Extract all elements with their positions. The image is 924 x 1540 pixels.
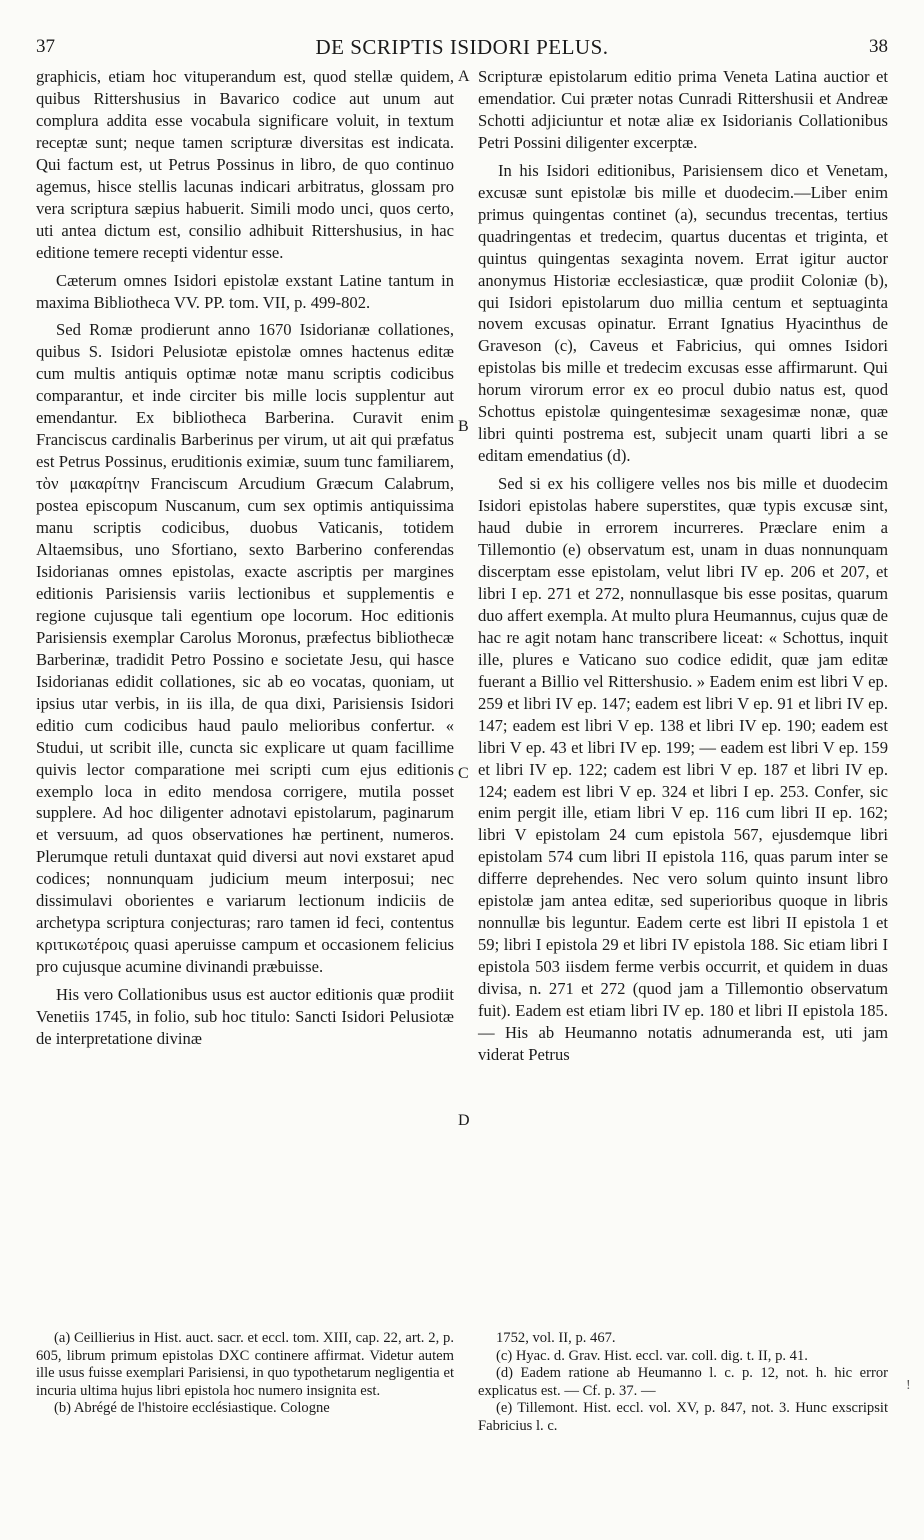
footnote-a: (a) Ceillierius in Hist. auct. sacr. et eccl. tom. XIII, cap. 22, art. 2, p. 605, librum primum epistolas DXC continere affirmat. Videtur autem ille usus fuisse exemplari Parisiensi, in quo typothetarum negligentia et incuria ultima hujus libri epistola hoc numero insignita est.: [36, 1330, 454, 1399]
footnote-e: (e) Tillemont. Hist. eccl. vol. XV, p. 847, not. 3. Hunc exscripsit Fabricius l. c.: [478, 1400, 888, 1434]
section-marker-c: C: [458, 765, 469, 782]
footnote-b: (b) Abrégé de l'histoire ecclésiastique. Cologne: [54, 1400, 330, 1416]
footnotes-left: [36, 1330, 454, 1418]
paragraph: Cæterum omnes Isidori epistolæ exstant Latine tantum in maxima Bibliotheca VV. PP. tom. VII, p. 499-802.: [36, 270, 454, 312]
section-marker-a: A: [458, 68, 470, 85]
paragraph: In his Isidori editionibus, Parisiensem dico et Venetam, excusæ sunt epistolæ bis mille et duodecim.—Liber enim primus quingentas continet (a), secundus trecentas, tertius quadringentas et tredecim, quartus ducentas et triginta, et quintus quingentas sexaginta novem. Errat igitur auctor anonymus Historiæ ecclesiasticæ, quæ prodiit Coloniæ (b), qui Isidori epistolarum duo millia centum et septuaginta novem excusas opinatur. Errant Ignatius Hyacinthus de Graveson (c), Caveus et Fabricius, qui omnes Isidori epistolas bis mille et tredecim excusas esse affirmarunt. Qui horum virorum error ex eo procul dubio natus est, quod Schottus epistolæ quingentesimæ sexagesimæ nonæ, quæ libri quinti postrema est, subjecit unam quarti libri a se editam emendatius (d).: [478, 160, 888, 466]
right-column: [478, 66, 888, 1072]
footnote-d: (d) Eadem ratione ab Heumanno l. c. p. 12, not. h. hic error explicatus est. — Cf. p. 37. —: [478, 1365, 888, 1399]
paragraph: Sed si ex his colligere velles nos bis mille et duodecim Isidori epistolas habere superstites, quæ typis excusæ sint, haud dubie in errorem incurreres. Præclare enim a Tillemontio (e) observatum est, unam in duas nonnunquam discerptam esse epistolam, velut libri IV ep. 206 et 207, et libri I ep. 271 et 272, nonnullasque bis esse positas, quarum duo affert exempla. At multo plura Heumannus, cujus quæ de hac re agit notam hanc transcribere liceat: « Schottus, inquit ille, plures e Vaticano suo codice edidit, quæ jam editæ fuerant a Billio vel Rittershusio. » Eadem enim est libri V ep. 259 et libri IV ep. 147; eadem est libri V ep. 91 et libri IV ep. 147; eadem est libri V ep. 138 et libri IV ep. 190; eadem est libri V ep. 43 et libri IV ep. 199; — eadem est libri V ep. 159 et libri IV ep. 122; cadem est libri V ep. 187 et libri IV ep. 124; eadem est libri V ep. 324 et libri I ep. 253. Confer, sic enim pergit ille, etiam libri V ep. 116 cum libri II ep. 162; libri V epistolam 24 cum epistola 567, ejusdemque libri epistolam 574 cum libri II epistola 116, quas parum inter se differre deprehendes. Nec vero solum quinto insunt libro epistolæ jam antea editæ, sed superioribus quoque in libris nonnullæ bis leguntur. Eadem certe est libri II epistola 1 et 59; libri I epistola 29 et libri IV epistola 188. Sic etiam libri I epistola 503 iisdem ferme verbis occurrit, et quidem in duas divisa, n. 271 et 272 (quod jam a Tillemontio observatum fuit). Eadem est etiam libri IV ep. 180 et libri II epistola 185. — His ab Heumanno notatis adnumeranda est, uti jam viderat Petrus: [478, 474, 888, 1064]
paragraph: graphicis, etiam hoc vituperandum est, quod stellæ quidem, quibus Rittershusius in Bavarico codice aut unum aut complura addita esse vocabula significare voluit, in textum receptæ sunt; neque tamen scripturæ diversitas est indicata. Qui factum est, ut Petrus Possinus in libro, de quo continuo agemus, hisce stellis lacunas indicari arbitratus, glossam pro vera scriptura sæpius habuerit. Simili modo unci, quos certo, uti antea dictum est, consilio adhibuit Rittershusius, in hac editione temere recepti videntur esse.: [36, 67, 454, 262]
paragraph: Sed Romæ prodierunt anno 1670 Isidorianæ collationes, quibus S. Isidori Pelusiotæ epistolæ omnes hactenus editæ cum multis antiquis optimæ notæ manu scriptis codicibus comparantur, et inde circiter bis mille locis supplentur aut emendantur. Ex bibliotheca Barberina. Curavit enim Franciscus cardinalis Barberinus per virum, ut ait qui præfatus est Petrus Possinus, eruditionis eximiæ, suum tunc familiarem, τὸν μακαρίτην Franciscum Arcudium Græcum Calabrum, postea episcopum Nuscanum, cum sex optimis antiquissima manu scriptis codicibus, duobus Vaticanis, totidem Altaemsibus, uno Sfortiano, sexto Barberino conferendas Isidorianas omnes epistolas, exacte ascriptis per margines editionis Parisiensis variis lectionibus et supplementis e regione cujusque tali egentium ope locorum. Hoc editionis Parisiensis exemplar Carolus Moronus, præfectus bibliothecæ Barberinæ, tradidit Petro Possino e societate Jesu, qui hasce Isidorianas edidit collationes, sic ab eo vocatas, quoniam, ut ipsius utar verbis, in iis illa, de qua dixi, Parisiensis Isidori editio cum codicibus haud paulo melioribus confertur. « Studui, ut scribit ille, cuncta sic explicare ut quam facillime quivis lector comparatione mei scripti cum ejus editionis exemplo loca in edito mendosa corrigere, mutila posset supplere. Ad hoc diligenter adnotavi epistolarum, paginarum et versuum, ad quos observationes hæ pertinent, numeros. Plerumque retuli duntaxat quid diversi aut novi exstaret apud codices; nonnunquam judicium meum interposui; nec dissimulavi oborientes e variarum lectionum indiciis de archetypa scriptura conjecturas; raro tamen id feci, contentus κριτικωτέροις quasi aperuisse campum et occasionem felicius pro cujusque acumine divinandi præbuisse.: [36, 320, 454, 977]
running-title: DE SCRIPTIS ISIDORI PELUS.: [315, 35, 609, 59]
margin-mark: !: [906, 1378, 911, 1393]
footnote-continuation: 1752, vol. II, p. 467.: [496, 1330, 616, 1346]
footnote-c: (c) Hyac. d. Grav. Hist. eccl. var. coll. dig. t. II, p. 41.: [496, 1347, 808, 1364]
page-number-left: 37: [36, 36, 55, 57]
left-column: [36, 66, 454, 1056]
paragraph: His vero Collationibus usus est auctor editionis quæ prodiit Venetiis 1745, in folio, sub hoc titulo: Sancti Isidori Pelusiotæ de interpretatione divinæ: [36, 985, 454, 1048]
paragraph: Scripturæ epistolarum editio prima Veneta Latina auctior et emendatior. Cui præter notas Cunradi Rittershusii et Andreæ Schotti adjiciuntur et notæ aliæ ex Isidorianis Collationibus Petri Possini diligenter excerptæ.: [478, 67, 888, 152]
section-marker-d: D: [458, 1112, 470, 1129]
section-marker-b: B: [458, 418, 469, 435]
footnotes-right: [478, 1330, 888, 1435]
page-number-right: 38: [869, 36, 888, 57]
